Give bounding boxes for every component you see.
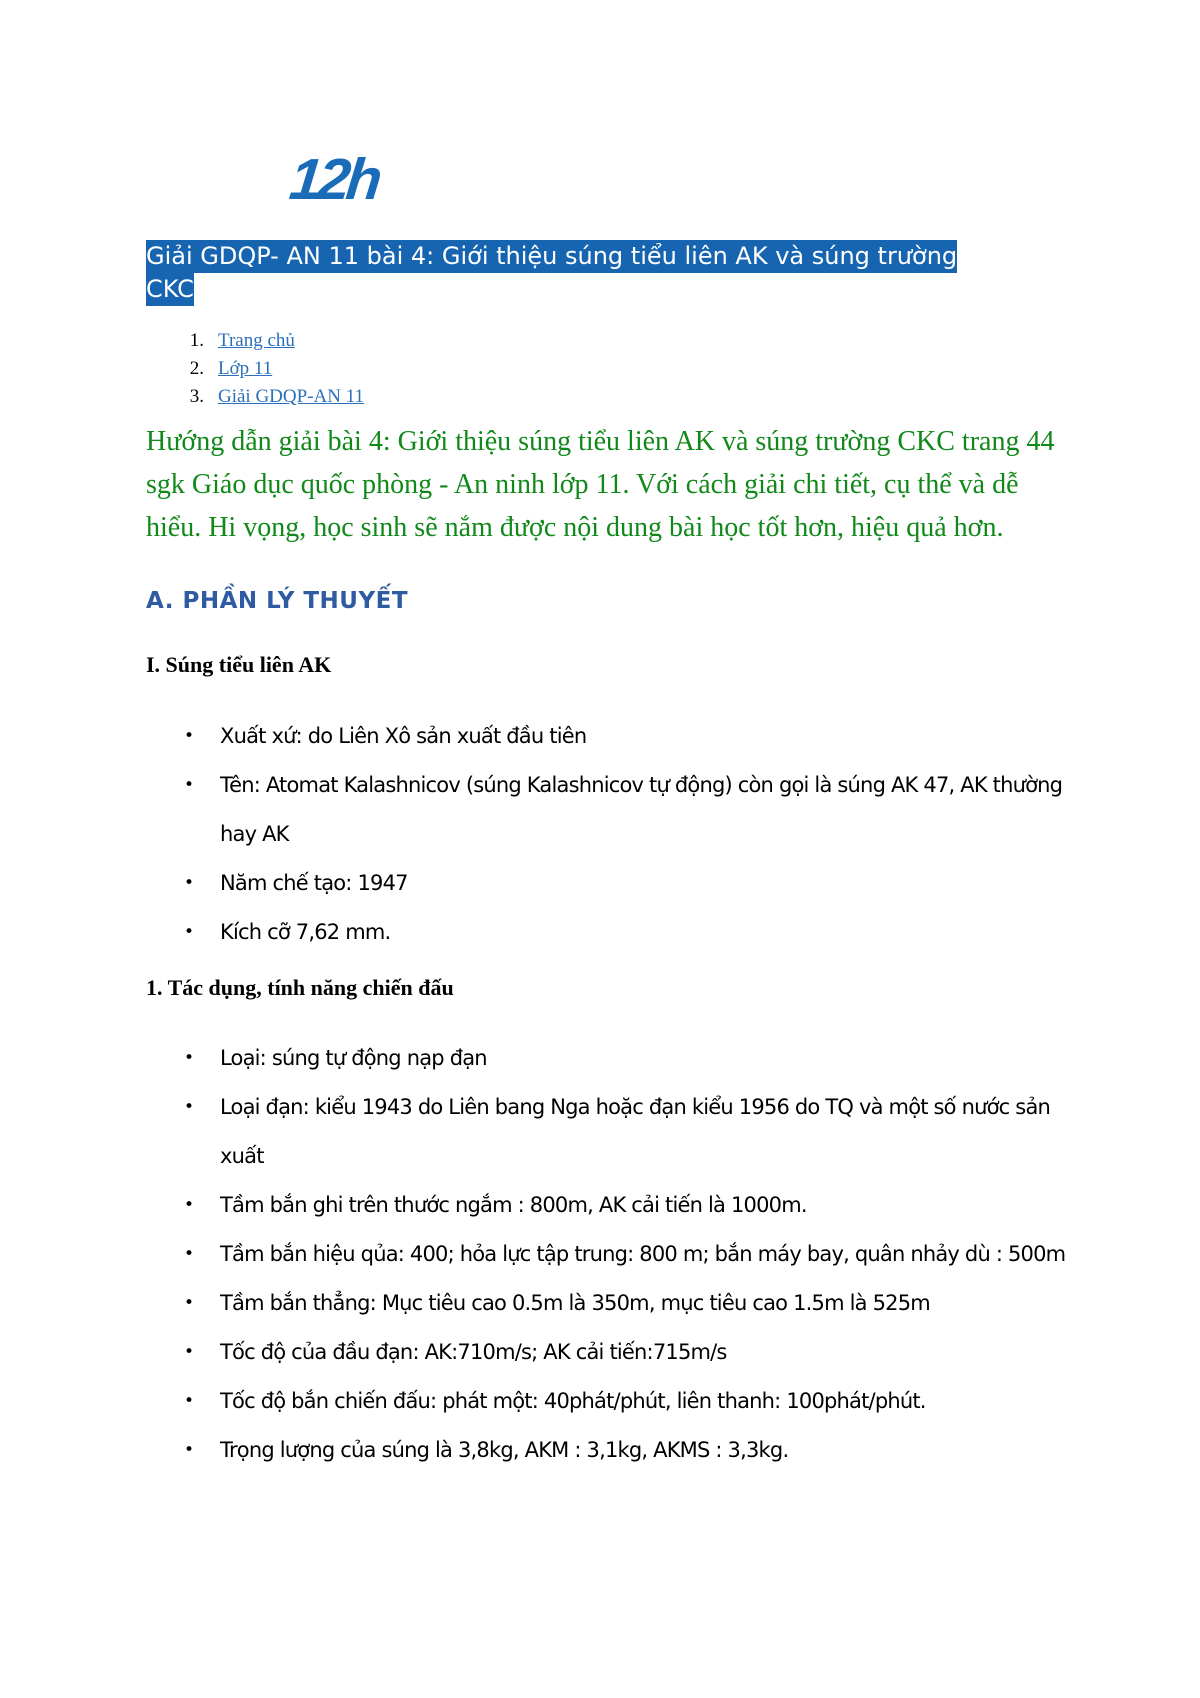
breadcrumb-item [146, 327, 364, 355]
section-heading-theory: A. PHẦN LÝ THUYẾT [146, 588, 409, 614]
breadcrumb-link-gdqp-an-11[interactable]: Giải GDQP-AN 11 [218, 386, 365, 407]
list-item [146, 712, 1066, 761]
intro-paragraph: Hướng dẫn giải bài 4: Giới thiệu súng tiểu liên AK và súng trường CKC trang 44 sgk Giáo dục quốc phòng - An ninh lớp 11. Với cách giải chi tiết, cụ thể và dễ hiểu. Hi vọng, học sinh sẽ nắm được nội dung bài học tốt hơn, hiệu quả hơn. [146, 426, 1055, 543]
combat-features-list [146, 1034, 1066, 1475]
list-item [146, 1083, 1066, 1181]
list-item-text: Năm chế tạo: 1947 [220, 871, 408, 895]
bullet-icon: • [184, 1097, 194, 1117]
list-item-text: Tầm bắn hiệu qủa: 400; hỏa lực tập trung: 800 m; bắn máy bay, quân nhảy dù : 500m [220, 1242, 1066, 1266]
bullet-icon: • [184, 775, 194, 795]
bullet-icon: • [184, 873, 194, 893]
list-item-text: Trọng lượng của súng là 3,8kg, AKM : 3,1kg, AKMS : 3,3kg. [220, 1438, 789, 1462]
list-item [146, 908, 1066, 957]
list-item [146, 761, 1066, 859]
breadcrumb-number: 3. [189, 386, 204, 407]
breadcrumb-number: 1. [189, 330, 204, 351]
bullet-icon: • [184, 1342, 194, 1362]
site-logo: 12h [286, 147, 382, 212]
list-item [146, 1034, 1066, 1083]
list-item [146, 859, 1066, 908]
bullet-icon: • [184, 1440, 194, 1460]
list-item [146, 1230, 1066, 1279]
breadcrumb-link-grade-11[interactable]: Lớp 11 [218, 358, 273, 379]
list-item [146, 1279, 1066, 1328]
bullet-icon: • [184, 1391, 194, 1411]
list-item-text: Tốc độ bắn chiến đấu: phát một: 40phát/phút, liên thanh: 100phát/phút. [220, 1389, 926, 1413]
bullet-icon: • [184, 1293, 194, 1313]
list-item [146, 1328, 1066, 1377]
breadcrumb-item [146, 355, 364, 383]
breadcrumb [146, 327, 364, 411]
ak-overview-list [146, 712, 1066, 957]
list-item [146, 1377, 1066, 1426]
bullet-icon: • [184, 1048, 194, 1068]
list-item-text: Loại đạn: kiểu 1943 do Liên bang Nga hoặc đạn kiểu 1956 do TQ và một số nước sản xuất [220, 1095, 1051, 1168]
list-item [146, 1426, 1066, 1475]
page-title [146, 240, 986, 306]
list-item [146, 1181, 1066, 1230]
section-heading-ak: I. Súng tiểu liên AK [146, 652, 332, 677]
list-item-text: Tầm bắn ghi trên thước ngắm : 800m, AK cải tiến là 1000m. [220, 1193, 807, 1217]
list-item-text: Kích cỡ 7,62 mm. [220, 920, 391, 944]
breadcrumb-number: 2. [189, 358, 204, 379]
bullet-icon: • [184, 1195, 194, 1215]
subsection-heading-combat-features: 1. Tác dụng, tính năng chiến đấu [146, 975, 454, 1000]
list-item-text: Xuất xứ: do Liên Xô sản xuất đầu tiên [220, 724, 587, 748]
bullet-icon: • [184, 726, 194, 746]
list-item-text: Loại: súng tự động nạp đạn [220, 1046, 487, 1070]
breadcrumb-item [146, 383, 364, 411]
page-title-text: Giải GDQP- AN 11 bài 4: Giới thiệu súng tiểu liên AK và súng trường CKC [146, 240, 957, 306]
list-item-text: Tầm bắn thẳng: Mục tiêu cao 0.5m là 350m, mục tiêu cao 1.5m là 525m [220, 1291, 930, 1315]
bullet-icon: • [184, 1244, 194, 1264]
breadcrumb-link-home[interactable]: Trang chủ [218, 330, 295, 351]
list-item-text: Tên: Atomat Kalashnicov (súng Kalashnicov tự động) còn gọi là súng AK 47, AK thường hay AK [220, 773, 1063, 846]
list-item-text: Tốc độ của đầu đạn: AK:710m/s; AK cải tiến:715m/s [220, 1340, 727, 1364]
bullet-icon: • [184, 922, 194, 942]
